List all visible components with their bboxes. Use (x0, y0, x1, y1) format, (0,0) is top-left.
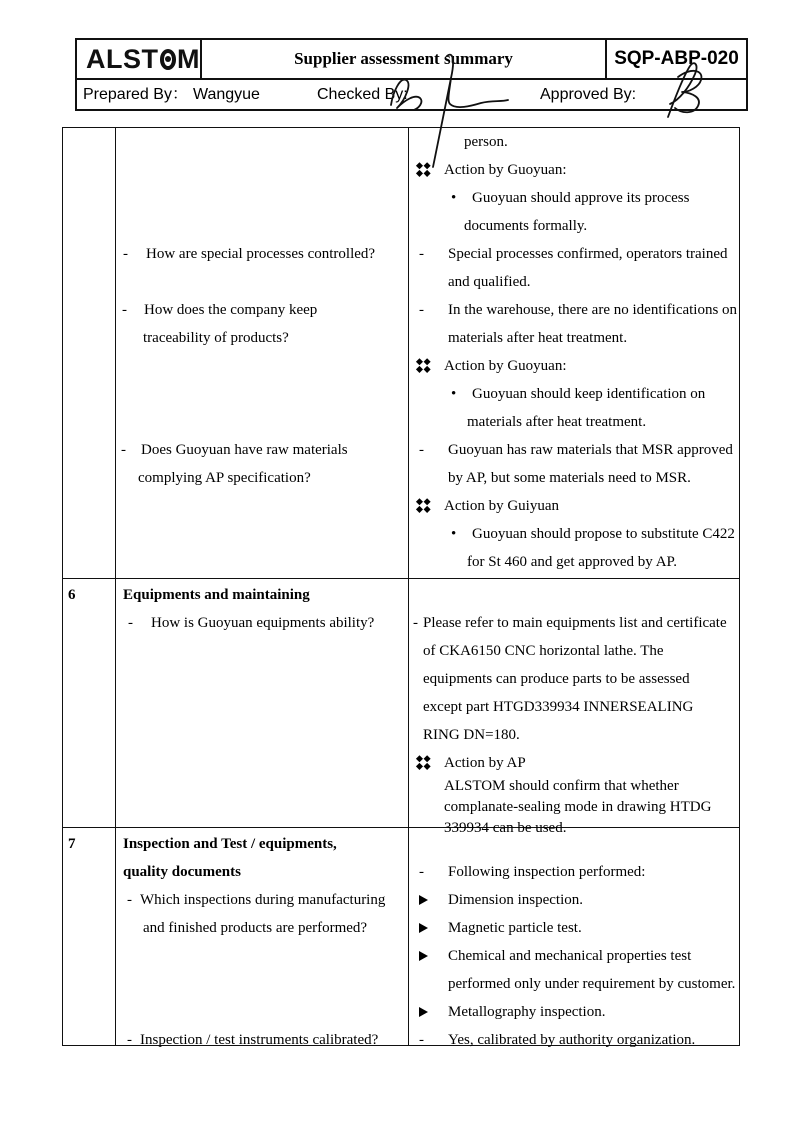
questions-cell (116, 828, 409, 1048)
bullet-marker: • (451, 190, 457, 206)
code-cell (607, 40, 746, 78)
dash-marker: - (122, 302, 127, 318)
row-number: 7 (68, 836, 76, 852)
dash-marker: - (419, 864, 424, 880)
row-number: 6 (68, 587, 76, 603)
answer-line: Dimension inspection. (448, 892, 583, 908)
answer-line: for St 460 and get approved by AP. (467, 554, 677, 570)
answer-line: ALSTOM should confirm that whether (444, 778, 679, 794)
section-title: Inspection and Test / equipments, (123, 836, 337, 852)
answer-line: documents formally. (464, 218, 588, 234)
answer-line: Action by Guoyuan: (444, 358, 567, 374)
answer-line: Following inspection performed: (448, 864, 646, 880)
row-number-cell (63, 579, 116, 827)
diamond-bullet-icon (420, 759, 426, 765)
arrow-bullet-icon (419, 951, 428, 961)
section-title: quality documents (123, 864, 241, 880)
answers-cell (409, 579, 739, 836)
answer-line: of CKA6150 CNC horizontal lathe. The (423, 643, 664, 659)
assessment-table (62, 127, 740, 1046)
header-title-row (77, 40, 746, 80)
answer-line: Action by Guoyuan: (444, 162, 567, 178)
answer-line: complanate-sealing mode in drawing HTDG (444, 799, 712, 815)
row-number-cell (63, 128, 116, 578)
dash-marker: - (413, 615, 418, 631)
answer-line: Magnetic particle test. (448, 920, 582, 936)
alstom-logo-text-right: M (177, 43, 200, 74)
answer-line: except part HTGD339934 INNERSEALING (423, 699, 694, 715)
dash-marker: - (128, 615, 133, 631)
answer-line: Guoyuan should keep identification on (472, 386, 706, 402)
dash-marker: - (127, 892, 132, 908)
answer-line: and qualified. (448, 274, 531, 290)
checked-by-label: Checked By: (317, 86, 408, 103)
answer-line: 339934 can be used. (444, 820, 567, 836)
page-title: Supplier assessment summary (294, 49, 513, 68)
prepared-by-label: Prepared By： (83, 86, 188, 103)
dash-marker: - (419, 442, 424, 458)
row-number-cell (63, 828, 116, 1045)
question-line: and finished products are performed? (143, 920, 368, 936)
question-line: How is Guoyuan equipments ability? (151, 615, 375, 631)
question-line: complying AP specification? (138, 470, 311, 486)
answer-line: Please refer to main equipments list and certificate (423, 615, 727, 631)
diamond-bullet-icon (420, 166, 426, 172)
section-title: Equipments and maintaining (123, 587, 310, 603)
answer-line: by AP, but some materials need to MSR. (448, 470, 691, 486)
question-line: traceability of products? (143, 330, 289, 346)
answer-line: Yes, calibrated by authority organization. (448, 1032, 696, 1048)
answer-line: equipments can produce parts to be assessed (423, 671, 690, 687)
document-code: SQP-ABP-020 (614, 48, 739, 69)
answer-line: performed only under requirement by customer. (448, 976, 736, 992)
answer-line: In the warehouse, there are no identifications on (448, 302, 738, 318)
questions-cell (116, 128, 409, 578)
title-cell (202, 40, 607, 78)
dash-marker: - (121, 442, 126, 458)
alstom-logo (77, 40, 202, 78)
answer-line: Action by AP (444, 755, 526, 771)
answer-line: materials after heat treatment. (467, 414, 647, 430)
bullet-marker: • (451, 386, 457, 402)
answers-cell (409, 828, 739, 1048)
table-row-continuation (63, 128, 739, 578)
arrow-bullet-icon (419, 923, 428, 933)
answer-line: person. (464, 134, 508, 150)
answer-line: Action by Guiyuan (444, 498, 559, 514)
arrow-bullet-icon (419, 1007, 428, 1017)
dash-marker: - (123, 246, 128, 262)
dash-marker: - (419, 246, 424, 262)
question-line: Inspection / test instruments calibrated? (140, 1032, 379, 1048)
questions-cell (116, 579, 409, 827)
answers-cell (409, 128, 739, 578)
answer-line: RING DN=180. (423, 727, 520, 743)
prepared-by-field (83, 80, 260, 109)
question-line: How does the company keep (144, 302, 318, 318)
answer-line: Guoyuan should approve its process (472, 190, 690, 206)
alstom-logo-o-icon (160, 49, 177, 70)
dash-marker: - (127, 1032, 132, 1048)
bullet-marker: • (451, 526, 457, 542)
diamond-bullet-icon (420, 362, 426, 368)
prepared-by-value: Wangyue (192, 86, 260, 103)
approved-by-label: Approved By: (540, 86, 637, 103)
table-row-7 (63, 827, 739, 1048)
question-line: Does Guoyuan have raw materials (141, 442, 348, 458)
answer-line: Chemical and mechanical properties test (448, 948, 692, 964)
answer-line: Metallography inspection. (448, 1004, 606, 1020)
answer-line: materials after heat treatment. (448, 330, 628, 346)
document-header (75, 38, 748, 111)
question-line: How are special processes controlled? (146, 246, 376, 262)
dash-marker: - (419, 302, 424, 318)
alstom-logo-text-left: ALST (86, 43, 159, 74)
answer-line: Special processes confirmed, operators trained (448, 246, 728, 262)
table-row-6 (63, 578, 739, 836)
diamond-bullet-icon (420, 502, 426, 508)
answer-line: Guoyuan has raw materials that MSR approved (448, 442, 733, 458)
header-signoff-row (77, 80, 746, 109)
arrow-bullet-icon (419, 895, 428, 905)
question-line: Which inspections during manufacturing (140, 892, 386, 908)
dash-marker: - (419, 1032, 424, 1048)
answer-line: Guoyuan should propose to substitute C422 (472, 526, 735, 542)
